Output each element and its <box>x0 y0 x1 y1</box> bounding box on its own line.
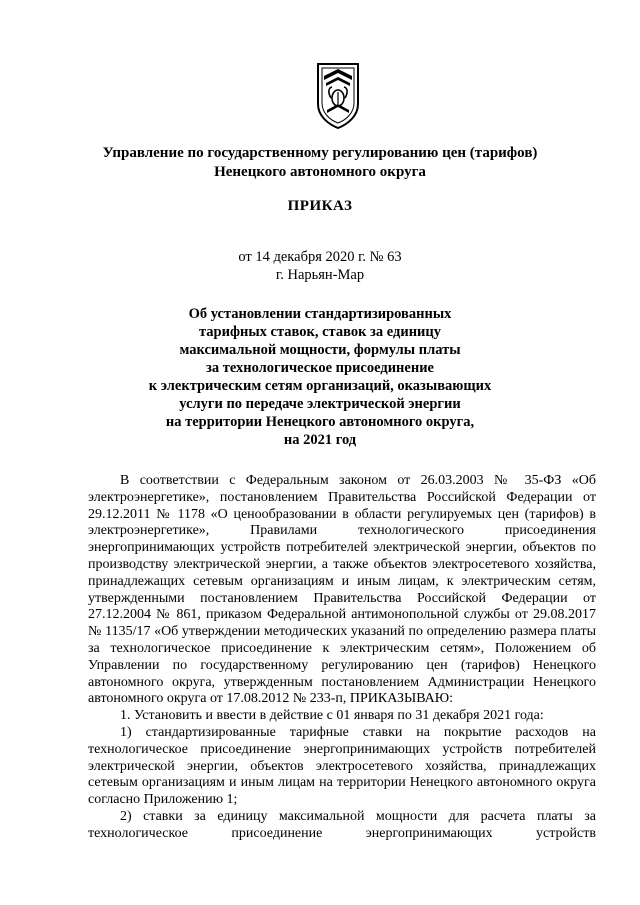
subject-line: к электрическим сетям организаций, оказывающих <box>148 378 492 394</box>
place: г. Нарьян-Мар <box>275 267 365 283</box>
coat-of-arms-emblem <box>314 60 362 130</box>
date-and-place <box>0 248 640 284</box>
order-subject <box>0 305 640 449</box>
preamble-paragraph: В соответствии с Федеральным законом от 26.03.2003 № 35-ФЗ «Об электроэнергетике», постановлением Правительства Российской Федерации от 29.12.2011 № 1178 «О ценообразовании в области регулируемых цен (тарифов) в электроэнергетике», Правилами технологического присоединения энергопринимающих устройств потребителей электрической энергии, объектов по производству электрической энергии, а также объектов электросетевого хозяйства, принадлежащих сетевым организациям и иным лицам, к электрическим сетям, утвержденными постановлением Правительства Российской Федерации от 27.12.2004 № 861, приказом Федеральной антимонопольной службы от 29.08.2017 № 1135/17 «Об утверждении методических указаний по определению размера платы за технологическое присоединение к электрическим сетям», Положением об Управлении по государственному регулированию цен (тарифов) Ненецкого автономного округа, утвержденным постановлением Администрации Ненецкого автономного округа от 17.08.2012 № 233-п, ПРИКАЗЫВАЮ: <box>88 473 596 707</box>
subject-line: на территории Ненецкого автономного округа, <box>165 414 475 430</box>
subject-line: тарифных ставок, ставок за единицу <box>198 324 442 340</box>
item-1: 1. Установить и ввести в действие с 01 января по 31 декабря 2021 года: <box>120 708 544 724</box>
subject-line: за технологическое присоединение <box>206 360 434 376</box>
subject-line: на 2021 год <box>283 432 357 448</box>
item-1-subitem-2: 2) ставки за единицу максимальной мощности для расчета платы за технологическое присоединение энергопринимающих устройств <box>88 808 596 841</box>
order-body <box>88 473 596 843</box>
issuing-authority <box>0 144 640 182</box>
authority-line-2: Ненецкого автономного округа <box>214 164 426 180</box>
subject-line: Об установлении стандартизированных <box>188 306 452 322</box>
subject-line: услуги по передаче электрической энергии <box>179 396 461 412</box>
date-number: от 14 декабря 2020 г. № 63 <box>238 249 402 265</box>
item-1-subitem-1: 1) стандартизированные тарифные ставки на покрытие расходов на технологическое присоединение энергопринимающих устройств потребителей электрической энергии, объектов электросетевого хозяйства, принадлежащих сетевым организациям и иным лицам на территории Ненецкого автономного округа согласно Приложению 1; <box>88 724 596 808</box>
subject-line: максимальной мощности, формулы платы <box>179 342 461 358</box>
document-type: ПРИКАЗ <box>287 198 353 214</box>
authority-line-1: Управление по государственному регулированию цен (тарифов) <box>102 145 538 161</box>
